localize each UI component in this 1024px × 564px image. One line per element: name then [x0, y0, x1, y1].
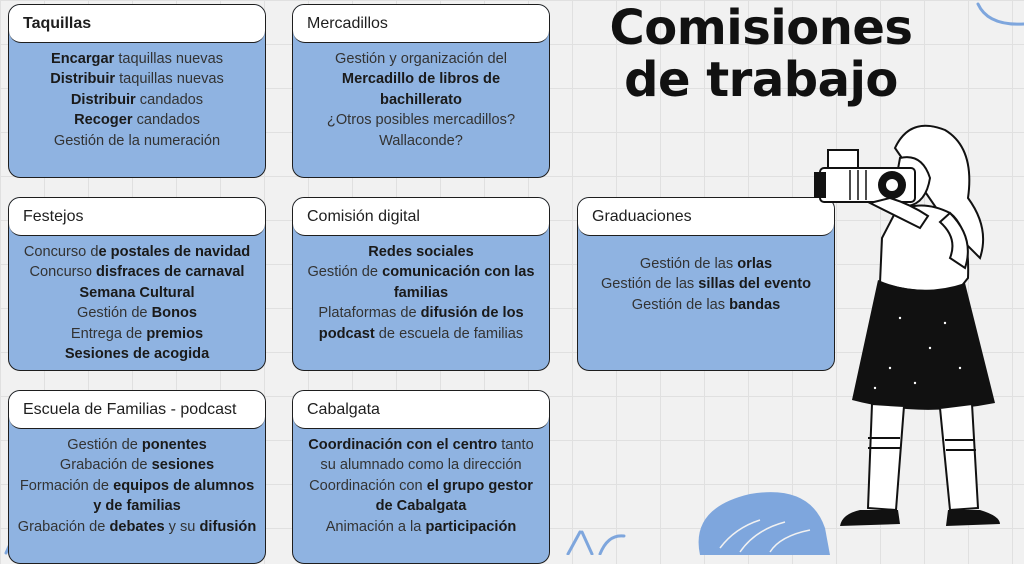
card-graduaciones [577, 197, 835, 371]
card-line-bold-text: de Cabalgata [375, 498, 467, 515]
card-line-bold-text: Distribuir [50, 71, 116, 88]
card-line [299, 131, 543, 151]
page-title [596, 2, 926, 106]
card-line [15, 517, 259, 537]
card-title: Taquillas [9, 5, 265, 43]
card-line [15, 324, 259, 344]
card-title: Cabalgata [293, 391, 549, 429]
card-line-bold-text: familias [393, 284, 449, 301]
card-line-bold-text: e postales de navidad [98, 244, 251, 260]
card-line-bold-text: sesiones [151, 457, 215, 474]
card-title: Comisión digital [293, 198, 549, 236]
card-escuela-de-familias [8, 390, 266, 564]
card-line-text: Coordinación con [309, 477, 427, 494]
card-line-bold-text: sillas del evento [698, 276, 812, 293]
card-title: Festejos [9, 198, 265, 236]
page-title-line-2: de trabajo [624, 52, 898, 108]
card-line-bold-text: Coordinación con el centro [308, 437, 498, 453]
card-line [15, 283, 259, 303]
card-line [299, 262, 543, 282]
card-line-text: Gestión y organización del [335, 51, 507, 67]
card-line [584, 274, 828, 294]
card-taquillas [8, 4, 266, 178]
card-title: Escuela de Familias - podcast [9, 391, 265, 429]
card-line-text: Gestión de las [639, 256, 738, 272]
page-title-line-1: Comisiones [609, 0, 913, 56]
card-line-bold-text: premios [146, 325, 204, 342]
card-line [299, 69, 543, 89]
card-line-bold-text: equipos de alumnos [113, 477, 255, 494]
card-line-bold-text: Bonos [151, 305, 198, 322]
doodle-bottom-middle [560, 520, 630, 555]
card-line-text: Gestión de la numeración [53, 132, 221, 149]
card-line [15, 496, 259, 516]
card-body [9, 429, 265, 537]
card-festejos [8, 197, 266, 371]
card-line-text: Entrega de [70, 325, 147, 342]
card-line-bold-text: debates [109, 518, 165, 535]
card-line-text: Gestión de las [631, 296, 730, 313]
card-line [15, 110, 259, 130]
card-line [15, 344, 259, 364]
card-line-bold-text: Distribuir [70, 91, 136, 108]
card-line [15, 262, 259, 282]
card-title: Mercadillos [293, 5, 549, 43]
card-line [299, 476, 543, 496]
card-mercadillos [292, 4, 550, 178]
card-line-bold-text: bachillerato [380, 91, 462, 108]
card-body [9, 43, 265, 151]
card-line-bold-text: Redes sociales [368, 244, 474, 260]
card-line [299, 90, 543, 110]
card-line [299, 517, 543, 537]
card-line-text: Gestión de [67, 437, 142, 453]
card-line-text: candados [135, 91, 204, 108]
card-line [299, 49, 543, 69]
card-line [15, 303, 259, 323]
card-comision-digital [292, 197, 550, 371]
card-line-text: Gestión de las [600, 276, 699, 293]
card-line-text: Grabación de [59, 457, 152, 474]
card-line-text: taquillas nuevas [114, 51, 223, 67]
card-body [293, 429, 549, 537]
card-line-bold-text: difusión [199, 518, 257, 535]
card-line-text: candados [132, 112, 200, 129]
card-line-text: tanto [497, 437, 534, 453]
card-line-text: su alumnado como la dirección [320, 457, 522, 474]
card-line-bold-text: podcast [318, 325, 375, 342]
card-line-text: ¿Otros posibles mercadillos? [326, 112, 516, 129]
card-line-bold-text: el grupo gestor [426, 477, 533, 494]
card-line [15, 435, 259, 455]
card-cabalgata [292, 390, 550, 564]
card-line [15, 131, 259, 151]
card-line-bold-text: Semana Cultural [79, 284, 195, 301]
card-line-text: Gestión de [307, 264, 383, 281]
card-line-bold-text: orlas [737, 256, 773, 272]
card-line [15, 69, 259, 89]
card-line [15, 242, 259, 262]
card-line [299, 303, 543, 323]
card-line-text: Concurso [29, 264, 97, 281]
card-line-text: Wallaconde? [379, 132, 463, 149]
card-line-text: de escuela de familias [374, 325, 524, 342]
card-line-bold-text: Recoger [74, 112, 133, 129]
card-line-bold-text: Mercadillo de libros de [341, 71, 501, 88]
card-body [578, 236, 834, 315]
card-line [15, 476, 259, 496]
card-line-text: Concurso d [23, 244, 99, 260]
card-body [9, 236, 265, 364]
doodle-top-right [960, 0, 1024, 40]
card-body [293, 236, 549, 344]
card-line-bold-text: ponentes [141, 437, 207, 453]
card-line-text: Gestión de [76, 305, 152, 322]
card-line-bold-text: Sesiones de acogida [64, 346, 210, 363]
videographer-illustration [800, 118, 1020, 538]
card-body [293, 43, 549, 151]
card-line-text: Grabación de [17, 518, 110, 535]
card-line [584, 254, 828, 274]
card-line [299, 283, 543, 303]
card-line-text: Plataformas de [318, 305, 421, 322]
card-line-bold-text: disfraces de carnaval [96, 264, 245, 281]
card-line-text: Formación de [19, 477, 114, 494]
card-line [15, 90, 259, 110]
card-line [299, 455, 543, 475]
card-line-bold-text: comunicación con las [382, 264, 535, 281]
card-line-text: y su [164, 518, 200, 535]
card-line-bold-text: participación [425, 518, 517, 535]
card-line [15, 49, 259, 69]
card-line [299, 496, 543, 516]
card-line-text: taquillas nuevas [115, 71, 224, 88]
card-line [584, 295, 828, 315]
card-line-bold-text: bandas [729, 296, 781, 313]
card-line-bold-text: Encargar [51, 51, 115, 67]
card-line [299, 110, 543, 130]
card-line [299, 324, 543, 344]
card-title: Graduaciones [578, 198, 834, 236]
card-line-bold-text: difusión de los [420, 305, 524, 322]
card-line [299, 242, 543, 262]
card-line [299, 435, 543, 455]
card-line-text: Animación a la [325, 518, 426, 535]
card-line [15, 455, 259, 475]
card-line-bold-text: y de familias [93, 498, 181, 515]
